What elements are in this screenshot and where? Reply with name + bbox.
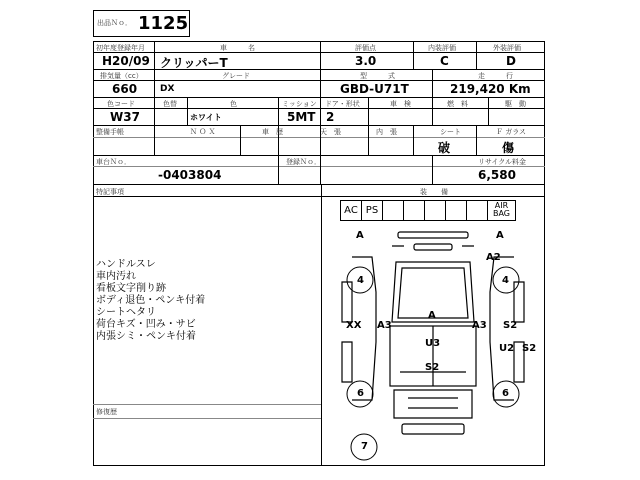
equip-ac: AC [341,201,362,220]
f-glass-label: Ｆ ガラス [496,128,527,136]
recycle-value: 6,580 [478,168,516,182]
note-line: 荷台キズ・凹み・サビ [96,319,196,330]
seat-label: シート [440,128,461,136]
lot-label: 出品Ｎｏ． [97,19,132,27]
color-change-label: 色替 [163,100,177,108]
doors-label: ドア・形状 [325,100,360,108]
mission-value: 5MT [287,110,316,124]
car-name-label: 車 名 [220,44,255,52]
equip-slot [383,201,404,220]
recycle-label: リサイクル料金 [478,158,527,166]
mark-rear-left-wheel: 6 [357,388,364,399]
nox-label: Ｎ Ｏ Ｘ [190,128,216,136]
inspection-label: 車 検 [390,100,411,108]
exterior-label: 外装評価 [493,44,521,52]
tailgate-lines [408,398,458,408]
mark-front-right-wheel: 4 [502,275,509,286]
seat-value: 破 [438,141,451,155]
interior2-label: 内 張 [376,128,397,136]
mark-right-side: S2 [503,320,518,331]
rear-bumper [402,424,464,434]
mark-roof: A [428,310,436,321]
mileage-value: 219,420 Km [450,82,531,96]
mark-right-lower-a: U2 [499,343,515,354]
equip-slot [467,201,488,220]
grille [414,244,452,250]
mark-right-door: A3 [472,320,487,331]
note-line: シートヘタリ [96,307,156,318]
mark-top-left: A [356,230,364,241]
history-label: 車 歴 [262,128,283,136]
model-value: GBD-U71T [340,82,409,96]
equip-slot [404,201,425,220]
interior-label: 内装評価 [428,44,456,52]
mark-spare: 7 [361,441,368,452]
notes-label: 特記事項 [96,188,124,196]
color-code-value: W37 [110,110,140,124]
note-line: ボディ退色・ペンキ付着 [96,295,206,306]
mark-left-door: A3 [377,320,392,331]
fuel-label: 燃 料 [447,100,468,108]
score-label: 評価点 [355,44,376,52]
equip-airbag: AIR BAG [492,201,511,218]
note-line: 看板文字削り跡 [96,283,166,294]
mark-left-side: XX [346,320,362,331]
mark-upper-right: A2 [486,252,501,263]
mark-rear-right-wheel: 6 [502,388,509,399]
grade-label: グレード [222,72,250,80]
mark-right-lower-b: S2 [522,343,537,354]
front-bumper [398,232,468,238]
manual-label: 整備手帳 [96,128,124,136]
model-label: 型 式 [360,72,395,80]
chassis-value: -0403804 [158,168,222,182]
car-name-value: クリッパーT [160,56,228,70]
note-line: 車内汚れ [96,271,136,282]
displacement-label: 排気量（cc） [100,72,143,80]
doors-value: 2 [326,110,335,124]
note-line: 内張シミ・ペンキ付着 [96,331,196,342]
equip-slot [425,201,446,220]
exterior-value: D [506,54,516,68]
displacement-value: 660 [112,82,138,96]
row-line [93,52,545,53]
grade-value: DX [160,84,175,94]
chassis-label: 車台Ｎｏ． [96,158,131,166]
mark-top-right: A [496,230,504,241]
mark-front-left-wheel: 4 [357,275,364,286]
right-door-outline [514,282,524,322]
color-label: 色 [230,100,237,108]
mission-label: ミッション [282,100,317,108]
first-reg-label: 初年度登録年月 [96,44,145,52]
notes-list [96,259,205,343]
score-value: 3.0 [355,54,377,68]
rear-body [394,390,472,418]
mileage-label: 走 行 [478,72,513,80]
mark-cabin: U3 [425,338,441,349]
first-reg-value: H20/09 [102,54,150,68]
equip-slot [446,201,467,220]
mark-bed: S2 [425,362,440,373]
left-bed-outline [342,342,352,382]
lot-number: 1125 [138,13,189,34]
drive-label: 駆 動 [505,100,526,108]
color-value: ホワイト [190,113,222,122]
note-line: ハンドルスレ [96,259,156,270]
f-glass-value: 傷 [502,141,515,155]
sunroof-label: 天 張 [320,128,341,136]
reg-no-label: 登録Ｎｏ． [286,158,321,166]
repair-label: 修復歴 [96,408,117,416]
equipment-grid [340,200,516,221]
equipment-label: 装 備 [420,188,448,196]
equip-ps: PS [362,201,383,220]
color-code-label: 色コード [107,100,135,108]
interior-value: C [440,54,449,68]
left-door-outline [342,282,352,322]
